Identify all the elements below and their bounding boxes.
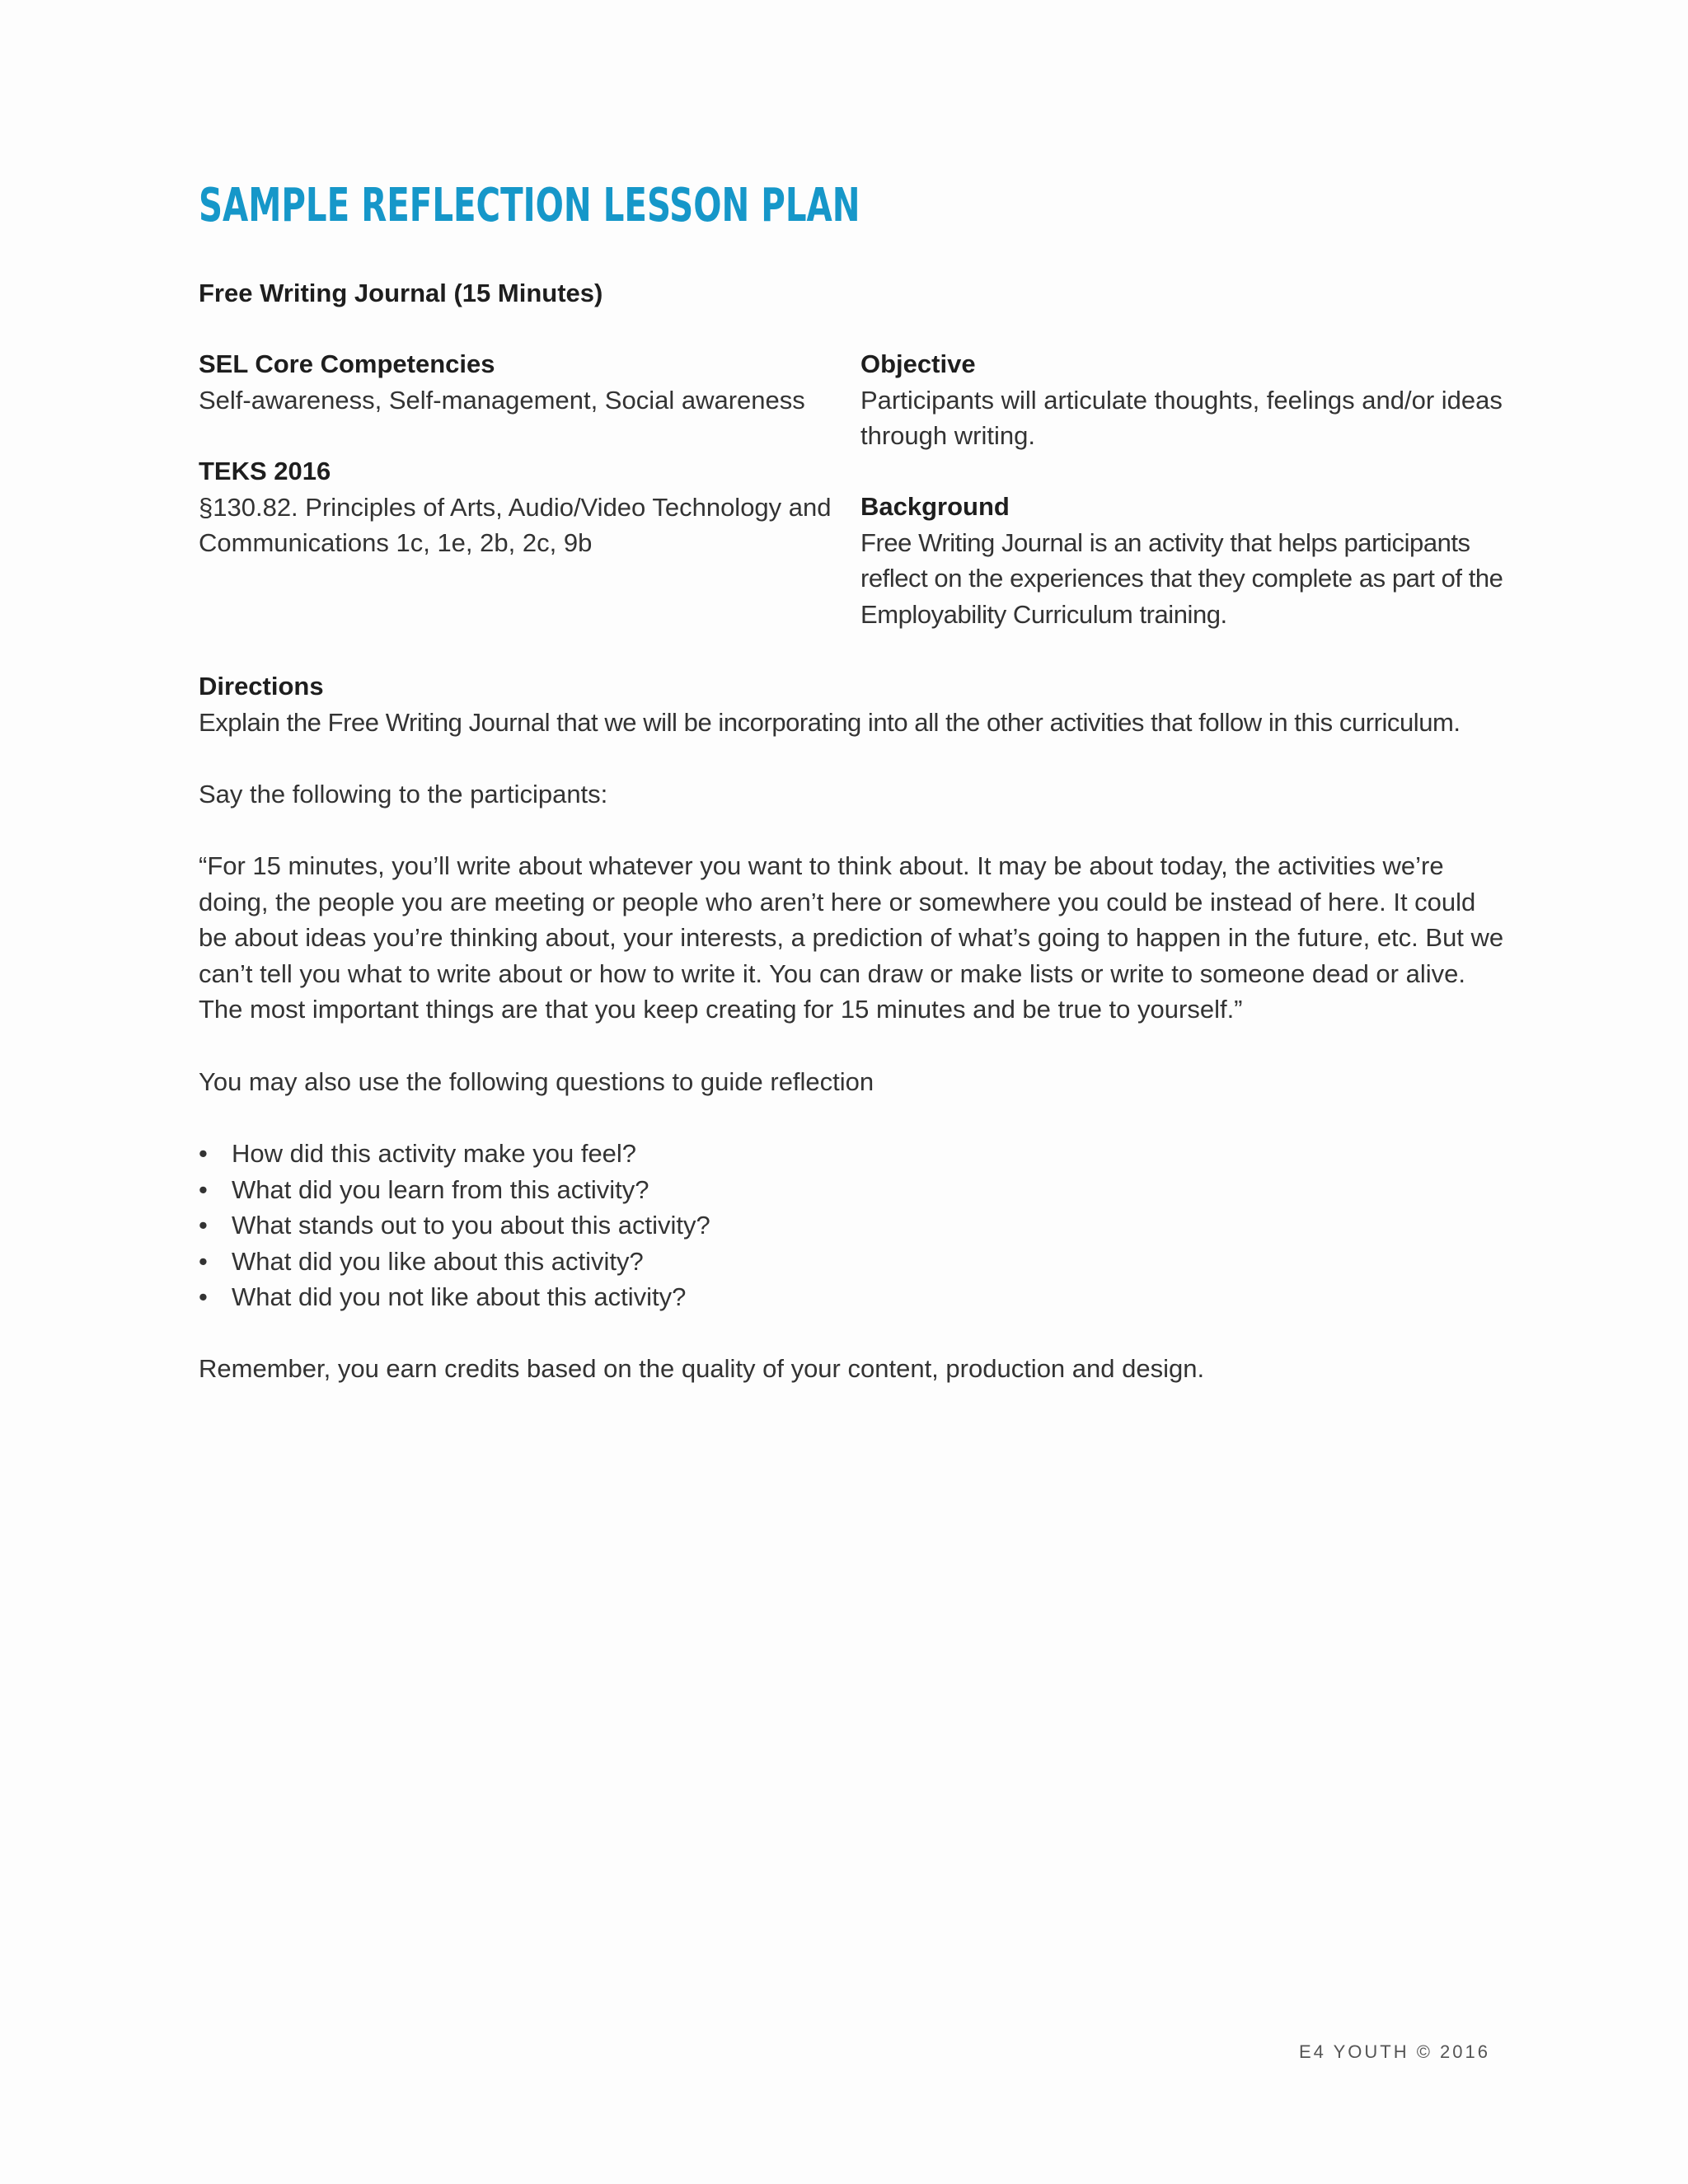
bullet-icon: • [199,1174,208,1204]
question-text: What stands out to you about this activity? [232,1211,710,1240]
reminder-text: Remember, you earn credits based on the quality of your content, production and design. [199,1354,1205,1383]
teks-heading: TEKS 2016 [199,457,331,485]
directions-text: Explain the Free Writing Journal that we will be incorporating into all the other activities that follow in this curriculum. [199,707,1461,737]
list-item [199,1172,710,1208]
questions-intro-text: You may also use the following questions to guide reflection [199,1067,874,1096]
bullet-icon: • [199,1211,208,1240]
bullet-icon: • [199,1282,208,1311]
list-item [199,1136,710,1172]
page-title: SAMPLE REFLECTION LESSON PLAN [199,179,860,232]
background-text: Free Writing Journal is an activity that helps participants reflect on the experiences that they complete as part of the Employability Curriculum training. [860,527,1503,629]
question-text: What did you not like about this activity? [232,1282,687,1311]
directions-section [199,668,1501,740]
reflection-questions-list [199,1136,710,1315]
questions-intro [199,1064,1501,1100]
background-heading: Background [860,492,1010,521]
say-intro [199,776,1501,813]
question-text: What did you learn from this activity? [232,1174,649,1204]
sel-heading: SEL Core Competencies [199,349,495,378]
question-text: What did you like about this activity? [232,1246,644,1276]
footer-copyright: E4 YOUTH © 2016 [1299,2041,1490,2062]
objective-text: Participants will articulate thoughts, feelings and/or ideas through writing. [860,385,1503,450]
teks-section [199,453,833,561]
objective-section [860,346,1503,454]
list-item [199,1244,710,1280]
activity-subtitle: Free Writing Journal (15 Minutes) [199,279,603,307]
reminder [199,1351,1501,1387]
sel-text: Self-awareness, Self-management, Social awareness [199,385,805,415]
quote-text: “For 15 minutes, you’ll write about whatever you want to think about. It may be about today, the activities we’re doing, the people you are meeting or people who aren’t here or somewhere you could be instead of here. It could be about ideas you’re thinking about, your interests, a prediction of what’s going to happen in the future, etc. But we can’t tell you what to write about or how to write it. You can draw or make lists or write to someone dead or alive. The most important things are that you keep creating for 15 minutes and be true to yourself.” [199,851,1504,1024]
list-item [199,1279,710,1315]
question-text: How did this activity make you feel? [232,1139,637,1168]
directions-heading: Directions [199,672,324,701]
list-item [199,1207,710,1244]
say-intro-text: Say the following to the participants: [199,780,608,808]
bullet-icon: • [199,1246,208,1276]
background-section [860,489,1503,632]
teks-text: §130.82. Principles of Arts, Audio/Video Technology and Communications 1c, 1e, 2b, 2c, 9b [199,492,832,557]
participant-quote [199,848,1505,1028]
bullet-icon: • [199,1139,208,1168]
sel-competencies-section [199,346,850,418]
objective-heading: Objective [860,349,976,378]
